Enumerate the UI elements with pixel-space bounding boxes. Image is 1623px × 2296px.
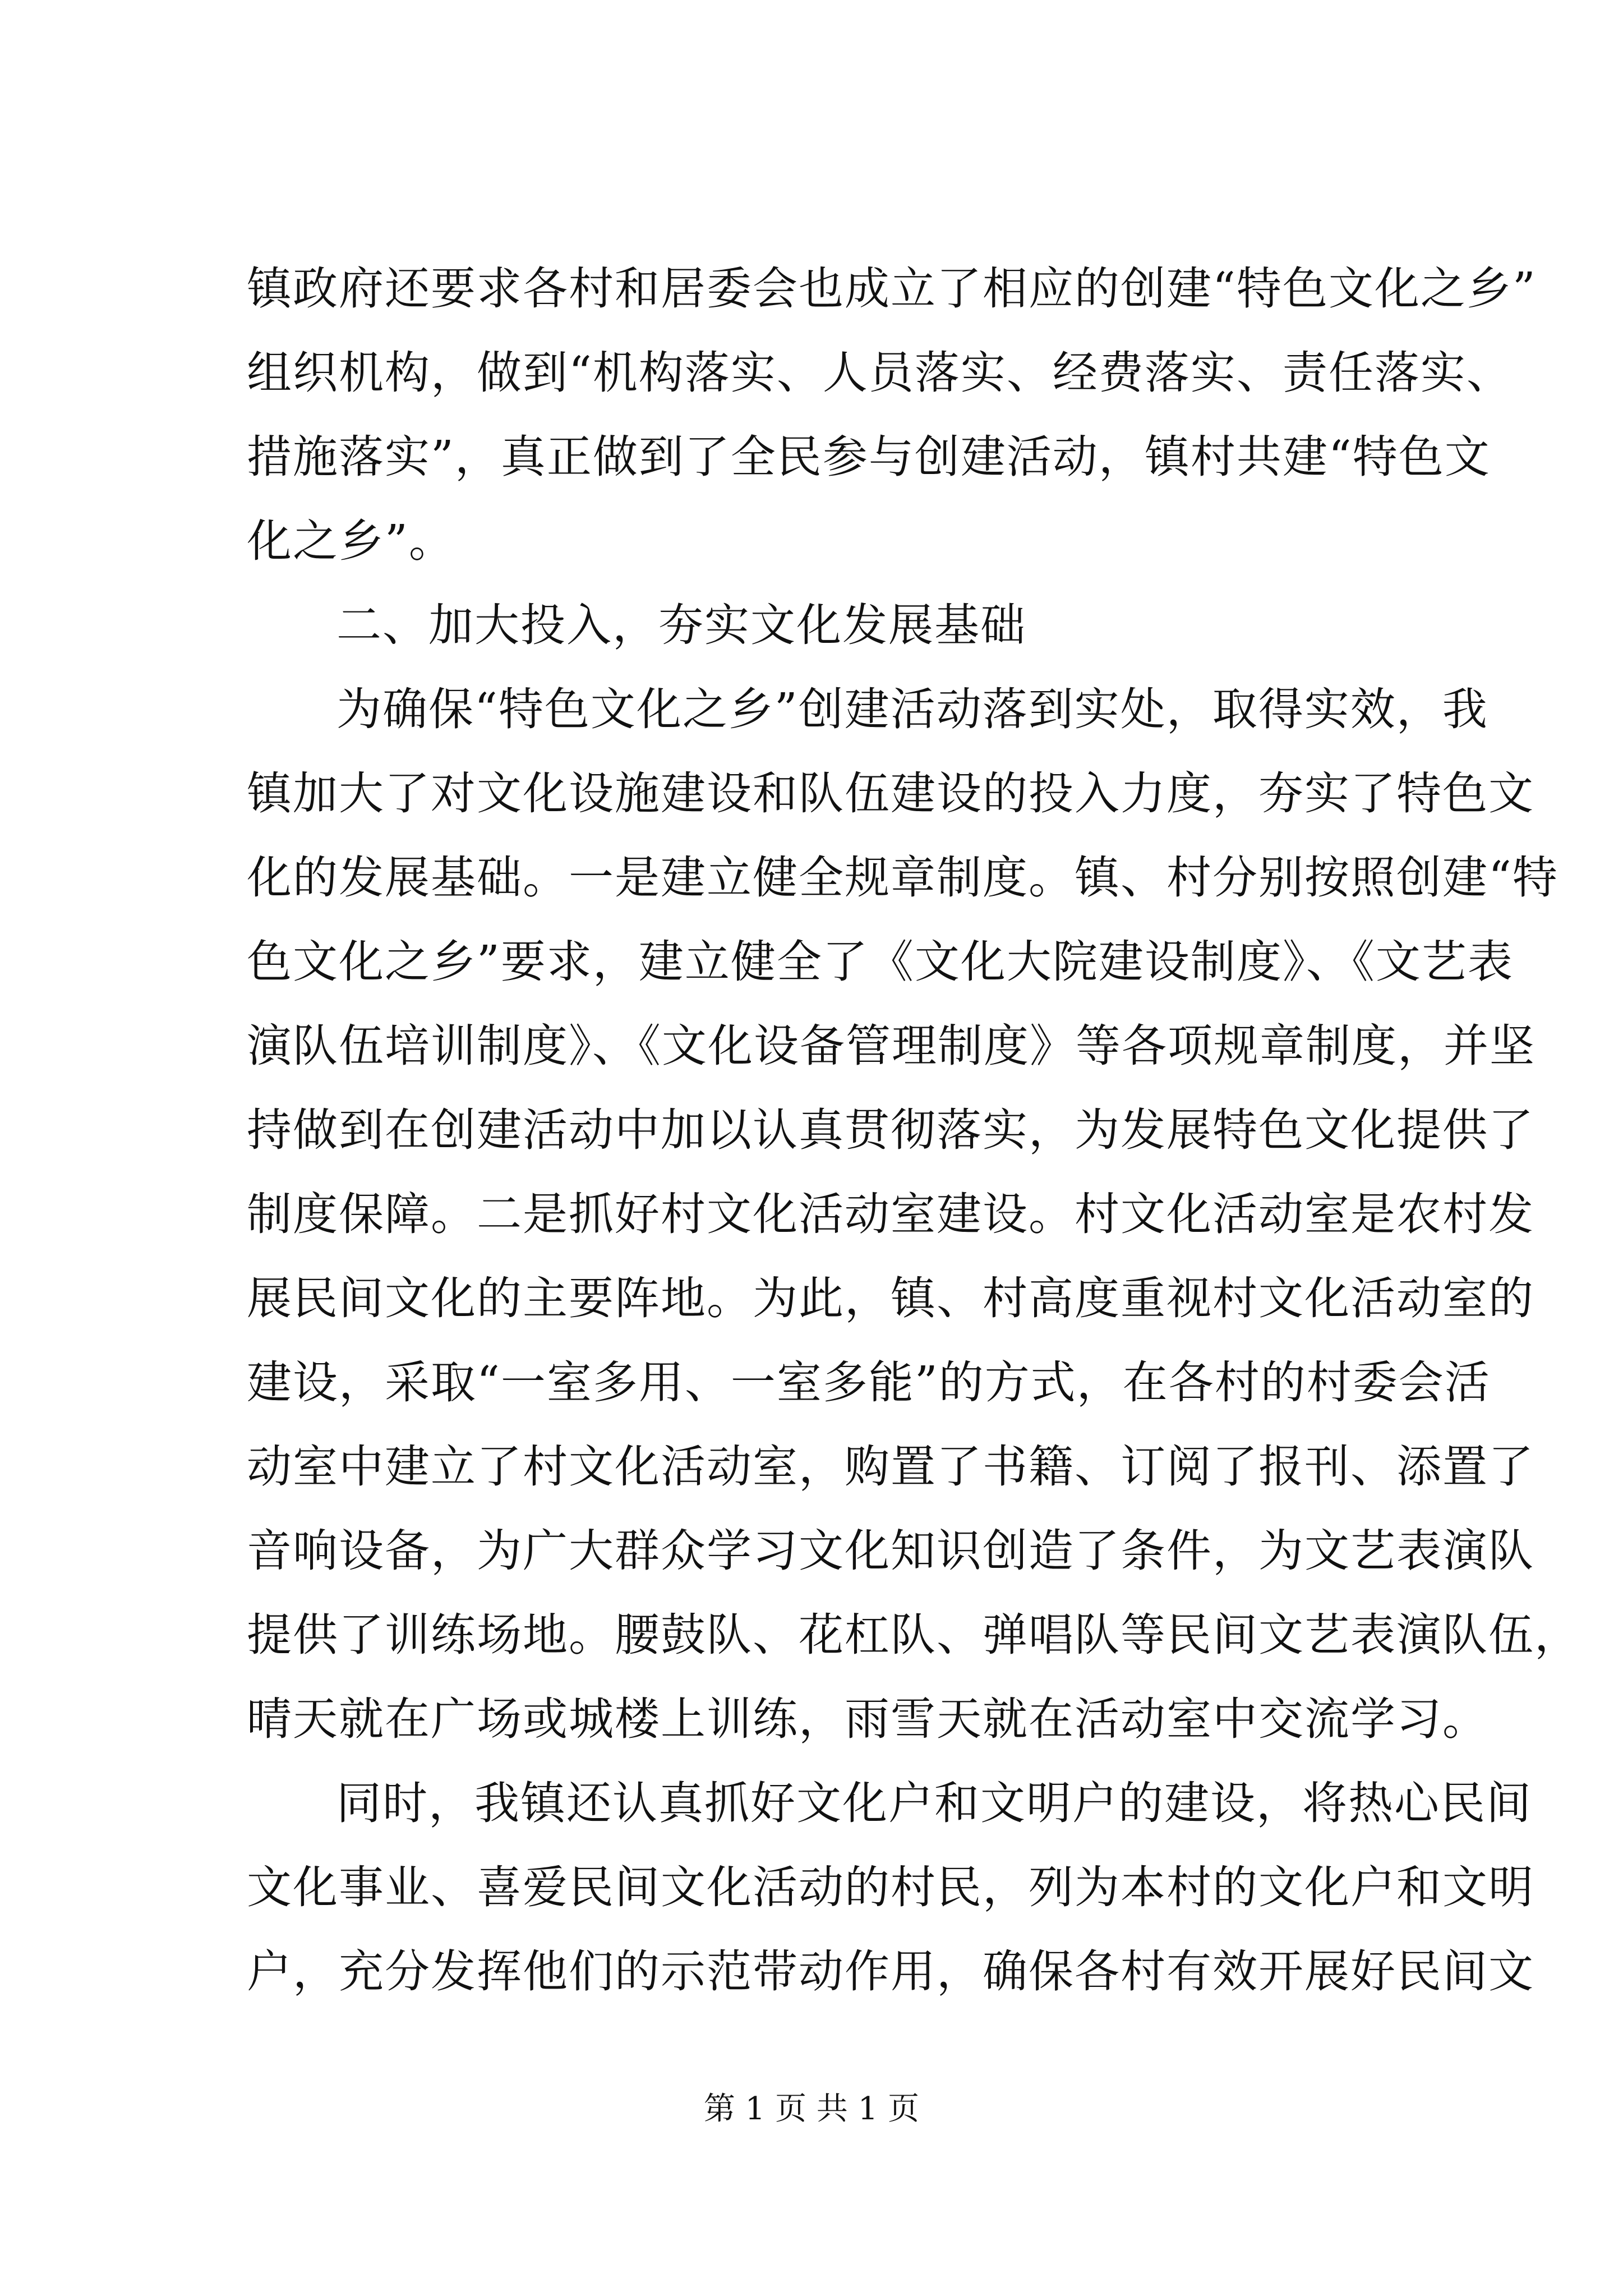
text-line: 色文化之乡”要求，建立健全了《文化大院建设制度》、《文艺表 (247, 936, 1514, 988)
text-line: 音响设备，为广大群众学习文化知识创造了条件，为文艺表演队 (247, 1525, 1534, 1577)
text-line: 同时，我镇还认真抓好文化户和文明户的建设，将热心民间 (336, 1777, 1532, 1829)
text-line: 持做到在创建活动中加以认真贯彻落实，为发展特色文化提供了 (247, 1104, 1534, 1156)
text-line: 二、加大投入，夯实文化发展基础 (336, 599, 1026, 651)
text-line: 动室中建立了村文化活动室，购置了书籍、订阅了报刊、添置了 (247, 1441, 1534, 1493)
text-line: 建设，采取“一室多用、一室多能”的方式，在各村的村委会活 (247, 1356, 1491, 1409)
text-line: 镇政府还要求各村和居委会也成立了相应的创建“特色文化之乡” (247, 263, 1537, 315)
text-line: 制度保障。二是抓好村文化活动室建设。村文化活动室是农村发 (247, 1188, 1534, 1240)
text-line: 镇加大了对文化设施建设和队伍建设的投入力度，夯实了特色文 (247, 767, 1534, 820)
text-line: 化的发展基础。一是建立健全规章制度。镇、村分别按照创建“特 (247, 852, 1559, 904)
text-line: 文化事业、喜爱民间文化活动的村民，列为本村的文化户和文明 (247, 1861, 1534, 1913)
text-line: 展民间文化的主要阵地。为此，镇、村高度重视村文化活动室的 (247, 1272, 1534, 1324)
text-line: 提供了训练场地。腰鼓队、花杠队、弹唱队等民间文艺表演队伍， (247, 1609, 1580, 1661)
page-footer: 第 1 页 共 1 页 (703, 2091, 920, 2127)
text-line: 晴天就在广场或城楼上训练，雨雪天就在活动室中交流学习。 (247, 1693, 1488, 1745)
text-line: 组织机构，做到“机构落实、人员落实、经费落实、责任落实、 (247, 347, 1513, 399)
text-line: 户，充分发挥他们的示范带动作用，确保各村有效开展好民间文 (247, 1945, 1534, 1998)
text-line: 为确保“特色文化之乡”创建活动落到实处，取得实效，我 (336, 683, 1488, 735)
text-line: 演队伍培训制度》、《文化设备管理制度》等各项规章制度，并坚 (247, 1020, 1536, 1072)
document-body (247, 247, 1580, 2014)
text-line: 措施落实”，真正做到了全民参与创建活动，镇村共建“特色文 (247, 431, 1491, 483)
text-line: 化之乡”。 (247, 515, 455, 567)
